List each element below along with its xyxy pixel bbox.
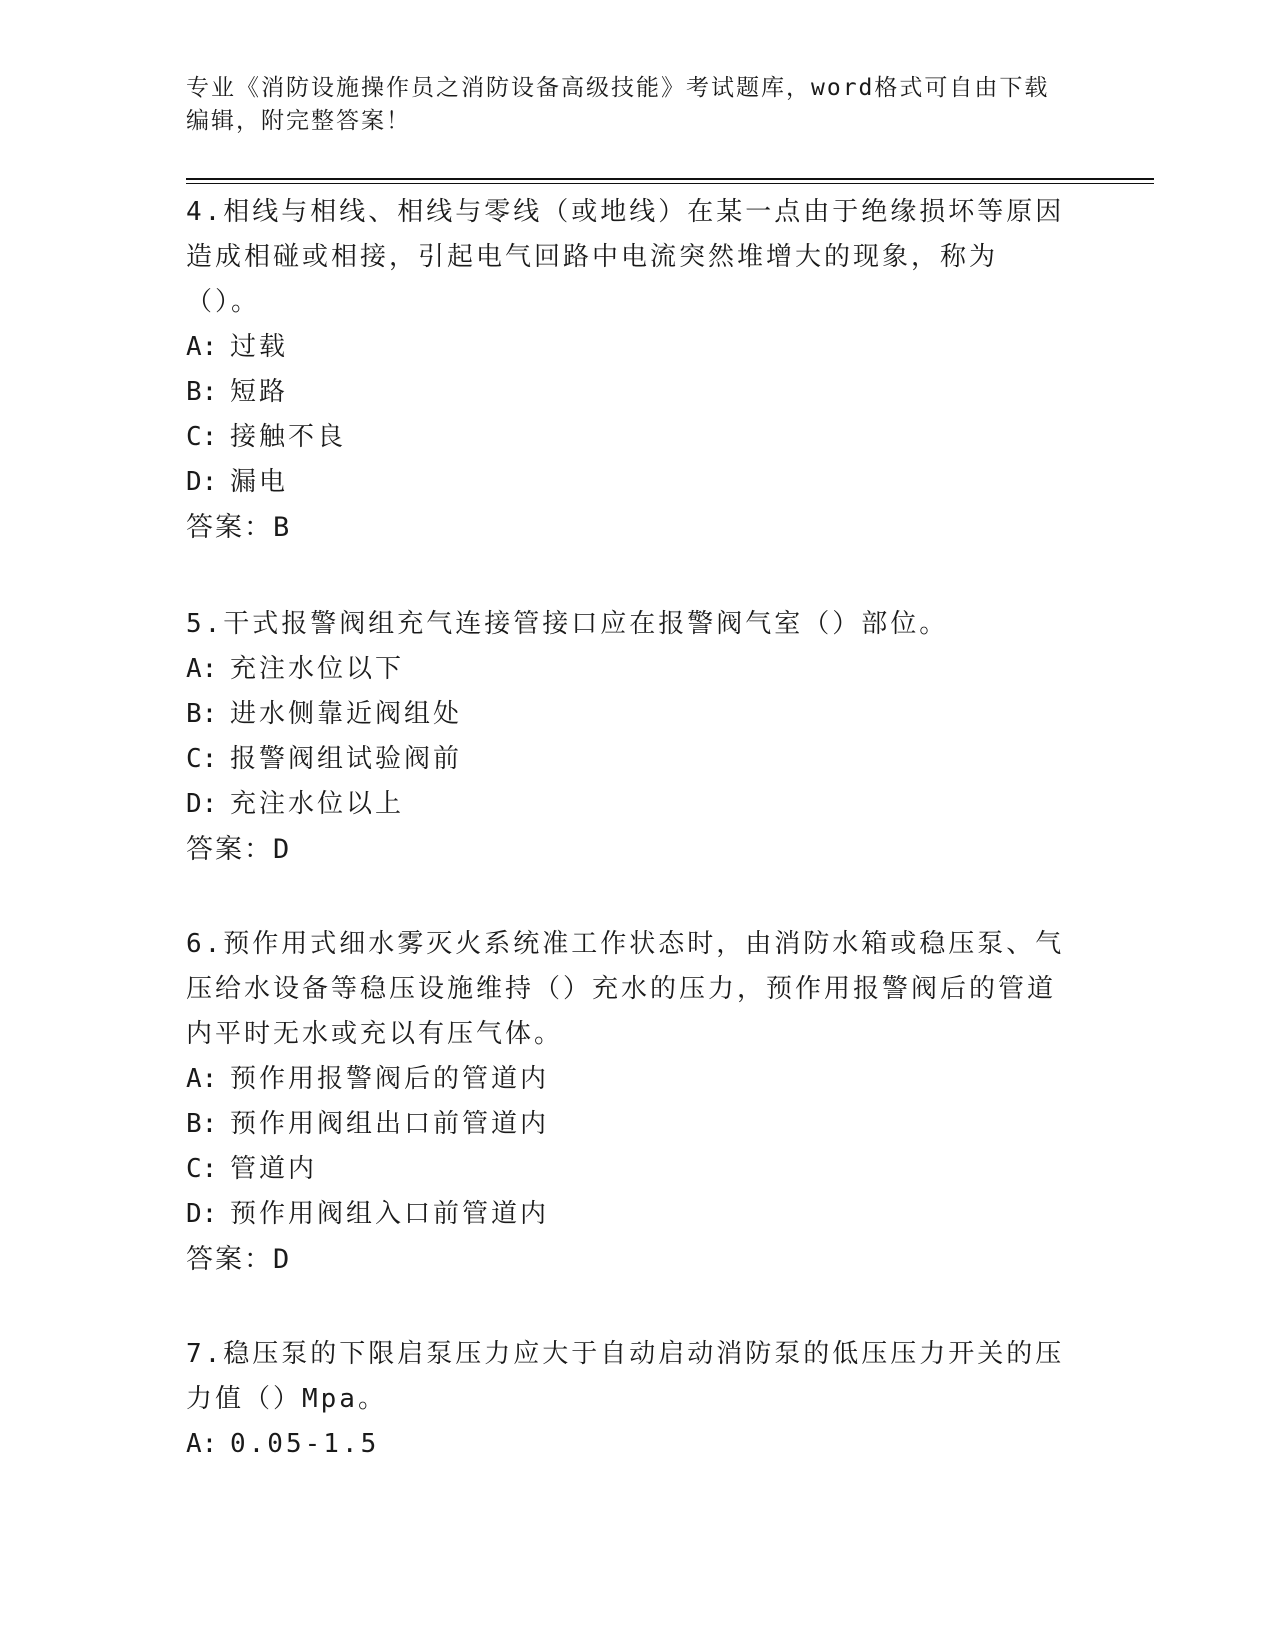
option-d bbox=[186, 1192, 1066, 1237]
option-text: 充注水位以下 bbox=[230, 654, 405, 684]
option-label: A: bbox=[186, 332, 218, 362]
option-label: C: bbox=[186, 744, 218, 774]
option-label: B: bbox=[186, 699, 218, 729]
header-divider-thick bbox=[186, 178, 1154, 180]
question-4 bbox=[186, 190, 1066, 550]
option-label: D: bbox=[186, 467, 218, 497]
option-label: B: bbox=[186, 377, 218, 407]
option-label: A: bbox=[186, 1429, 218, 1459]
option-label: D: bbox=[186, 789, 218, 819]
option-a bbox=[186, 1057, 1066, 1102]
option-text: 预作用阀组入口前管道内 bbox=[230, 1199, 550, 1229]
question-stem: 4.相线与相线、相线与零线（或地线）在某一点由于绝缘损坏等原因造成相碰或相接，引起电气回路中电流突然堆增大的现象，称为（）。 bbox=[186, 197, 1065, 317]
option-text: 过载 bbox=[230, 332, 289, 362]
header-divider-thin bbox=[186, 183, 1154, 184]
option-text: 进水侧靠近阀组处 bbox=[230, 699, 463, 729]
option-text: 充注水位以上 bbox=[230, 789, 405, 819]
option-label: A: bbox=[186, 1064, 218, 1094]
option-a bbox=[186, 647, 1066, 692]
question-stem: 5.干式报警阀组充气连接管接口应在报警阀气室（）部位。 bbox=[186, 609, 949, 639]
question-6 bbox=[186, 922, 1066, 1282]
option-b bbox=[186, 370, 1066, 415]
option-text: 预作用报警阀后的管道内 bbox=[230, 1064, 550, 1094]
question-stem: 7.稳压泵的下限启泵压力应大于自动启动消防泵的低压压力开关的压力值（）Mpa。 bbox=[186, 1339, 1065, 1414]
option-text: 漏电 bbox=[230, 467, 289, 497]
answer-line: 答案：D bbox=[186, 1244, 292, 1275]
option-c bbox=[186, 415, 1066, 460]
question-7 bbox=[186, 1332, 1066, 1467]
option-b bbox=[186, 1102, 1066, 1147]
option-label: C: bbox=[186, 422, 218, 452]
option-c bbox=[186, 737, 1066, 782]
option-d bbox=[186, 460, 1066, 505]
option-label: B: bbox=[186, 1109, 218, 1139]
option-c bbox=[186, 1147, 1066, 1192]
option-d bbox=[186, 782, 1066, 827]
document-header: 专业《消防设施操作员之消防设备高级技能》考试题库，word格式可自由下载编辑，附完整答案！ bbox=[186, 75, 1050, 134]
option-label: C: bbox=[186, 1154, 218, 1184]
option-text: 管道内 bbox=[230, 1154, 318, 1184]
answer-line: 答案：B bbox=[186, 512, 292, 543]
option-text: 0.05-1.5 bbox=[230, 1429, 380, 1459]
option-text: 预作用阀组出口前管道内 bbox=[230, 1109, 550, 1139]
option-a bbox=[186, 325, 1066, 370]
option-a bbox=[186, 1422, 1066, 1467]
answer-line: 答案：D bbox=[186, 834, 292, 865]
question-5 bbox=[186, 602, 1066, 872]
option-text: 接触不良 bbox=[230, 422, 347, 452]
option-label: A: bbox=[186, 654, 218, 684]
option-label: D: bbox=[186, 1199, 218, 1229]
question-stem: 6.预作用式细水雾灭火系统准工作状态时，由消防水箱或稳压泵、气压给水设备等稳压设施维持（）充水的压力，预作用报警阀后的管道内平时无水或充以有压气体。 bbox=[186, 929, 1065, 1049]
option-text: 短路 bbox=[230, 377, 289, 407]
option-b bbox=[186, 692, 1066, 737]
option-text: 报警阀组试验阀前 bbox=[230, 744, 463, 774]
